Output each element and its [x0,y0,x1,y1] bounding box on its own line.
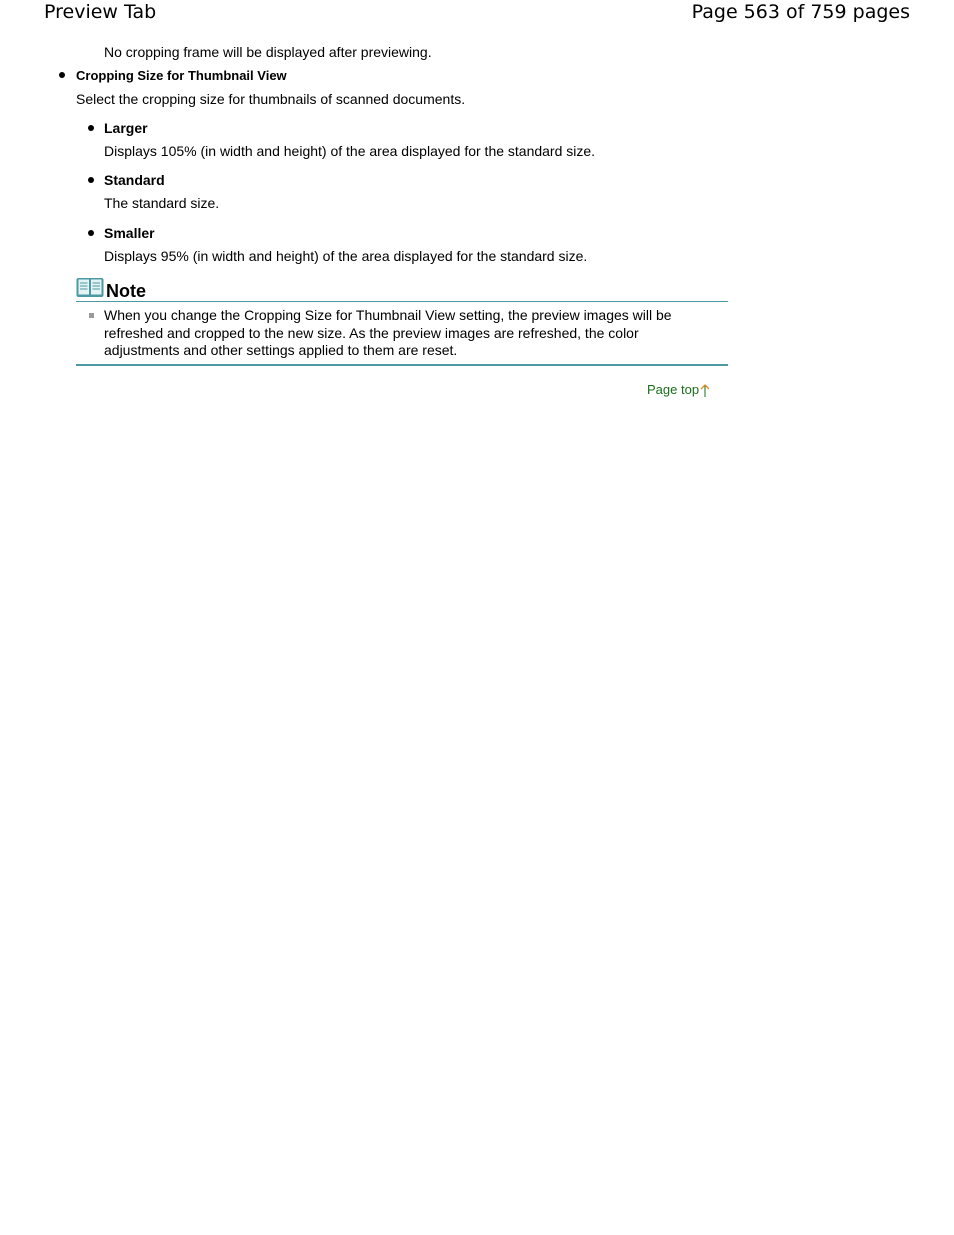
page-number: Page 563 of 759 pages [691,1,910,23]
page-top-link[interactable] [647,382,710,398]
option-larger-label: Larger [104,120,148,136]
note-divider-top [76,301,728,302]
bullet-icon [88,177,94,183]
note-divider-bottom [76,364,728,366]
square-bullet-icon [89,313,94,318]
option-standard-description: The standard size. [104,195,220,211]
option-larger-description: Displays 105% (in width and height) of the area displayed for the standard size. [104,143,596,159]
bullet-icon [88,125,94,131]
option-standard-label: Standard [104,172,165,188]
section-description: Select the cropping size for thumbnails of scanned documents. [76,91,466,107]
option-smaller-label: Smaller [104,225,155,241]
book-icon [76,277,104,298]
section-heading: Cropping Size for Thumbnail View [76,68,287,83]
option-smaller-description: Displays 95% (in width and height) of the area displayed for the standard size. [104,248,588,264]
note-title: Note [106,281,146,301]
page-top-label[interactable]: Page top [647,382,700,397]
bullet-icon [88,230,94,236]
note-text: When you change the Cropping Size for Thumbnail View setting, the preview images will be refreshed and cropped to the new size. As the preview images are refreshed, the color adjustments and other settings applied to them are reset. [104,307,672,358]
intro-text: No cropping frame will be displayed after previewing. [104,44,432,60]
arrow-up-icon[interactable] [700,383,710,397]
page-header-title: Preview Tab [44,1,157,23]
bullet-icon [59,72,65,78]
